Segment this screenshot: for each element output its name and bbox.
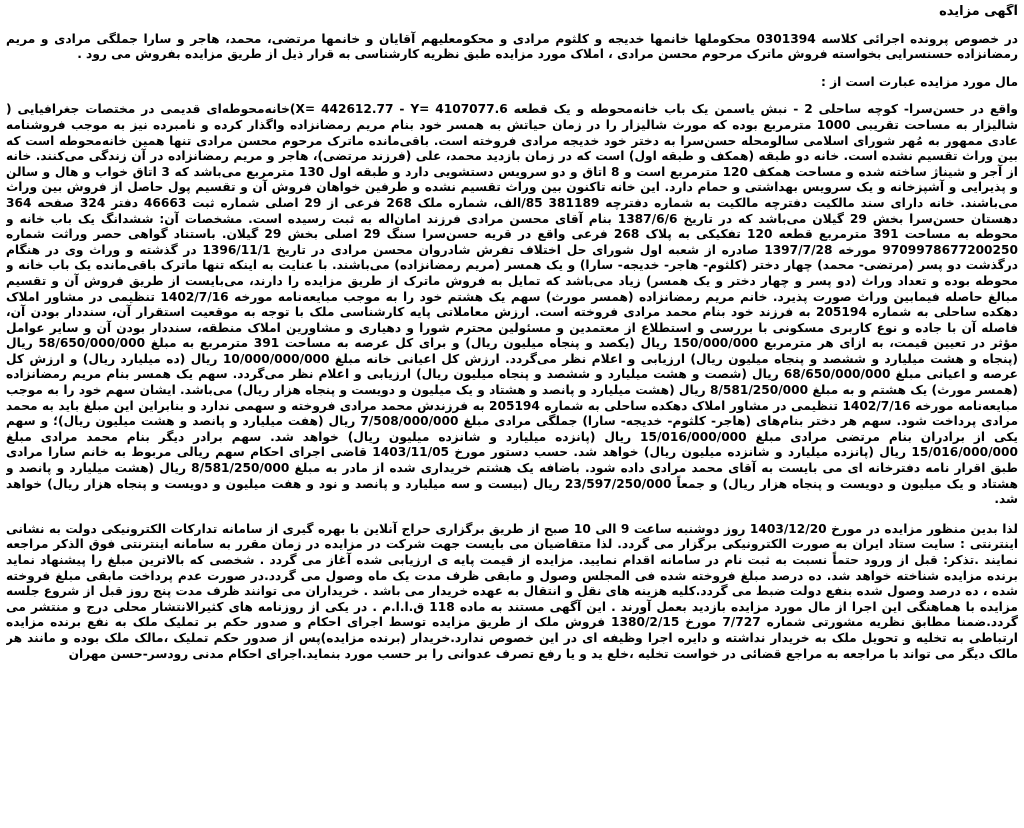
auction-notice [6,4,1018,824]
property-description-paragraph: واقع در حسن‌سرا- کوچه ساحلی 2 - نبش یاسمن یک باب خانه‌محوطه و یک قطعه X= 442612.77 - Y= 4107077.6)خانه‌محوطه‌ای قدیمی در مختصات جغرافیایی ( شالیزار به مساحت تقریبی 1000 مترمربع بوده که مورث شالیزار را در زمان حیاتش به همسر خود بنام مریم رمضانزاده واگذار کرده و نامبرده نیز به موجب فروشنامه عادی ممهور به مُهر شورای اسلامی سالومحله حسن‌سرا به دختر خود خدیجه مرادی فروخته است. باقی‌مانده ماترک مرحوم محسن مرادی تنها همین خانه‌محوطه است که بین وراث تقسیم نشده است. خانه دو طبقه (همکف و طبقه اول) است که در زمان بازدید محمد، علی (فرزند مرتضی)، هاجر و مریم رمضانزاده در آن زندگی می‌کنند. خانه از آجر و شیناژ ساخته شده و مساحت همکف 120 مترمربع است و 8 اتاق و دو سرویس دستشویی دارد و طبقه اول 130 مترمربع می‌باشد که 3 اتاق خواب و هال و سالن و پذیرایی و آشپزخانه و یک سرویس بهداشتی و حمام دارد. این خانه تاکنون بین وراث تقسیم نشده و طرفین خواهان فروش آن و تقسیم پول حاصل از فروش بین وراث می‌باشند. خانه دارای سند مالکیت دفترچه مالکیت به شماره دفترچه 381189 85/الف، شماره ملک 268 فرعی از 29 اصلی شماره ثبت 46663 دفتر 324 صفحه 364 دهستان حسن‌سرا بخش 29 گیلان می‌باشد که در تاریخ 1387/6/6 بنام آقای محسن مرادی فرزند امان‌اله به ثبت رسیده است. مشخصات آن: ششدانگ یک باب خانه و محوطه به مساحت 391 مترمربع قطعه 120 تفکیکی به پلاک 268 فرعی واقع در قریه حسن‌سرا سنگ 29 اصلی بخش 29 گیلان. باستناد گواهی حصر وراثت شماره 9709978677200250 مورخه 1397/7/28 صادره از شعبه اول شورای حل اختلاف تفرش شادروان محسن مرادی در تاریخ 1396/11/1 در گذشته و وراث وی در هنگام درگذشت دو پسر (مرتضی- محمد) چهار دختر (کلثوم- هاجر- خدیجه- سارا) و یک همسر (مریم رمضانزاده) می‌باشند. با عنایت به اینکه تنها ماترک باقی‌مانده یک باب خانه و محوطه بوده و تعداد وراث (دو پسر و چهار دختر و یک همسر) زیاد می‌باشد که تمایل به فروش ماترک از طریق مزایده را دارند، می‌بایست از طریق فروش آن و تقسیم مبالغ حاصله فیمابین وراث صورت پذیرد. خانم مریم رمضانزاده (همسر مورث) سهم یک هشتم خود را به موجب مبایعه‌نامه مورخه 1402/7/16 تنظیمی در مشاور املاک دهکده ساحلی به شماره 205194 به فرزند خود بنام محمد مرادی فروخته است. ارزش معاملاتی پایه کارشناسی ملک با توجه به موقعیت استقرار آن، سنددار بودن آن، فاصله آن با جاده و نوع کاربری مسکونی با بررسی و استطلاع از معتمدین و مسئولین محترم شورا و دهیاری و مشاورین املاک منطقه، سنددار بودن آن و سایر عوامل مؤثر در تعیین قیمت، به ازای هر مترمربع 150/000/000 ریال (یکصد و پنجاه میلیون ریال) و برای کل عرصه به مساحت 391 مترمربع به مبلغ 58/650/000/000 ریال (پنجاه و هشت میلیارد و ششصد و پنجاه میلیون ریال) ارزیابی و اعلام نظر می‌گردد. ارزش کل اعیانی خانه مبلغ 10/000/000/000 ریال (ده میلیارد ریال) و ارزش کل عرصه و اعیانی مبلغ 68/650/000/000 ریال (شصت و هشت میلیارد و ششصد و پنجاه میلیون ریال) ارزیابی و اعلام نظر می‌گردد. سهم یک همسر بنام مریم رمضانزاده (همسر مورث) یک هشتم و به مبلغ 8/581/250/000 ریال (هشت میلیارد و پانصد و هشتاد و یک میلیون و دویست و پنجاه هزار ریال) می‌باشد. ایشان سهم خود را به موجب مبایعه‌نامه مورخه 1402/7/16 تنظیمی در مشاور املاک دهکده ساحلی به شماره 205194 به فرزندش محمد مرادی فروخته و سهمی ندارد و بنابراین این مبلغ باید به محمد مرادی پرداخت شود. سهم هر دختر بنام‌های (هاجر- کلثوم- خدیجه- سارا) جملگی مرادی مبلغ 7/508/000/000 ریال (هفت میلیارد و پانصد و هشت میلیون ریال)؛ و سهم یکی از برادران بنام مرتضی مرادی مبلغ 15/016/000/000 ریال (پانزده میلیارد و شانزده میلیون ریال) خواهد شد. سهم برادر دیگر بنام محمد مرادی مبلغ 15/016/000/000 ریال (پانزده میلیارد و شانزده میلیون ریال) خواهد شد. حسب دستور مورخ 1403/11/05 قاضی اجرای احکام سهم ریالی مربوط به خانم سارا مرادی طبق اقرار نامه دفترخانه ای می بایست به آقای محمد مرادی داده شود. باضافه یک هشتم خریداری شده از مادر به مبلغ 8/581/250/000 ریال (هشت میلیارد و پانصد و هشتاد و یک میلیون و دویست و پنجاه هزار ریال) و جمعاً 23/597/250/000 ریال (بیست و سه میلیارد و پانصد و نود و هفت میلیون و دویست و پنجاه هزار ریال) خواهد شد. [6,102,1018,507]
intro-paragraph: در خصوص پرونده اجرائی کلاسه 0301394 محکوملها خانمها خدیجه و کلثوم مرادی و محکومعلیهم آقایان و خانمها مرتضی، محمد، هاجر و سارا جملگی مرادی و مریم رمضانزاده حسنسرایی بخواسته فروش ماترک مرحوم محسن مرادی ، املاک مورد مزایده طبق نظریه کارشناسی به قرار ذیل از طریق مزایده بفروش می رود . [6,31,1018,62]
auction-terms-paragraph: لذا بدین منظور مزایده در مورخ 1403/12/20 روز دوشنبه ساعت 9 الی 10 صبح از طریق برگزاری حراج آنلاین با بهره گیری از سامانه تدارکات الکترونیکی دولت به نشانی اینترنتی : سایت ستاد ایران به صورت الکترونیکی برگزار می گردد. لذا متقاضیان می بایست جهت شرکت در مزایده در زمان مقرر به سامانه اینترنتی فوق الذکر مراجعه نمایند .تذکر: قبل از ورود حتماً نسبت به ثبت نام در سامانه اقدام نمایید. مزایده از قیمت پایه ی ارزیابی شده آغاز می گردد . شخصی که بالاترین مبلغ را پیشنهاد نماید برنده مزایده شناخته خواهد شد. ده درصد مبلغ فروخته شده فی المجلس وصول و مابقی ظرف مدت یک ماه وصول می گردد.در صورت عدم پرداخت مابقی مبلغ فروخته شده ، ده درصد وصول شده بنفع دولت ضبط می گردد.کلیه هزینه های نقل و انتقال به عهده خریدار می باشد . خریداران می توانند ظرف مدت پنج روز قبل از شروع جلسه مزایده با هماهنگی این اجرا از مال مورد مزایده بازدید بعمل آورند . این آگهی مستند به ماده 118 ق.ا.ا.م . در یکی از روزنامه های کثیرالانتشار محلی درج و منتشر می گردد.ضمنا مطابق نظریه مشورتی شماره 7/727 مورخ 1380/2/15 فروش ملک از طریق مزایده توسط اجرای احکام و صدور حکم بر تملیک ملک به نفع برنده مزایده ارتباطی به تخلیه و تحویل ملک به خریدار نداشته و دایره اجرا وظیفه ای در این خصوص ندارد.خریدار (برنده مزایده)پس از صدور حکم تملیک ،مالک ملک بوده و مانند هر مالک دیگر می تواند با مراجعه به مراجع قضائی در خواست تخلیه ،خلع ید و یا رفع تصرف عدوانی را بر حسب مورد بنماید.اجرای احکام مدنی رودسر-حسن مهران [6,521,1018,661]
property-heading: مال مورد مزایده عبارت است از : [821,74,1018,89]
notice-title: آگهی مزایده [939,4,1018,19]
